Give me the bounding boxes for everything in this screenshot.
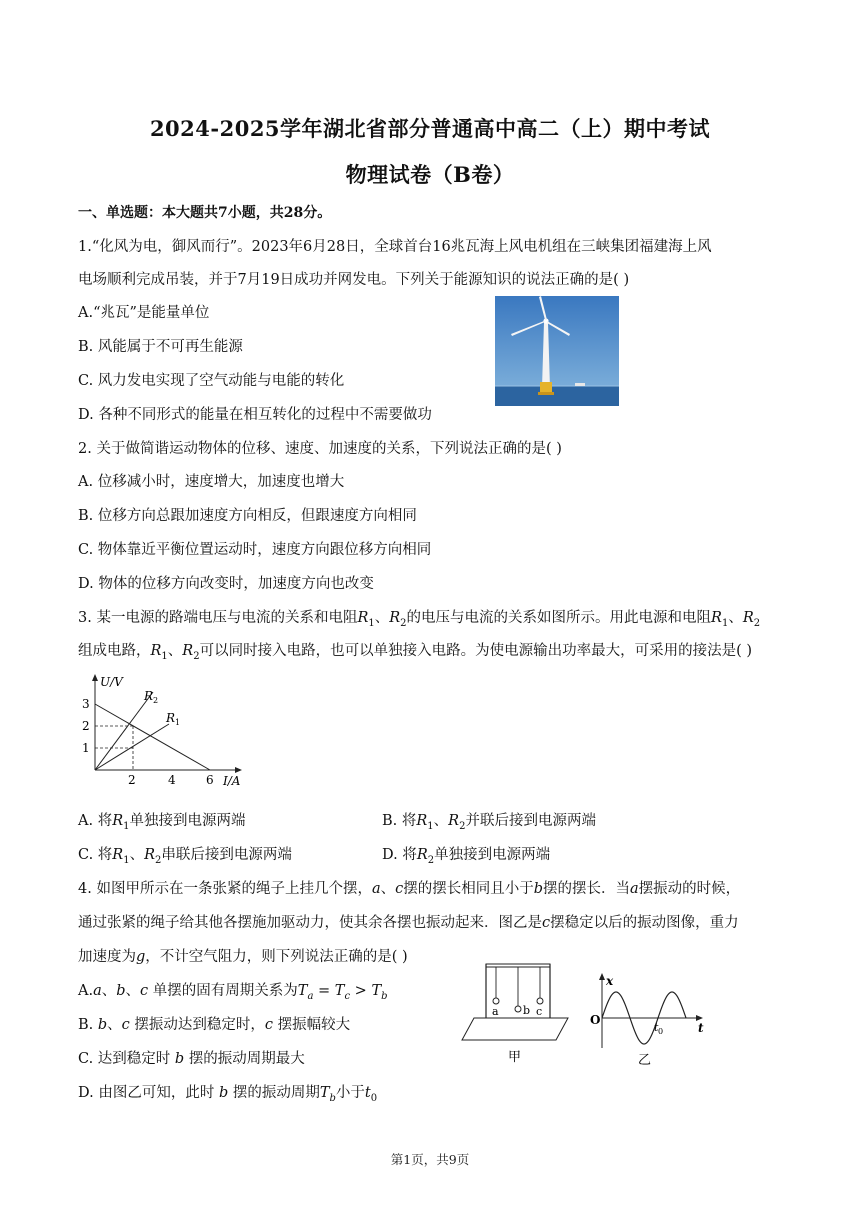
q1-stem-line1: 1.“化风为电，御风而行”。2023年6月28日，全球首台16兆瓦海上风电机组在三峡集团福建海上风 — [78, 239, 712, 255]
q1-option-d: D. 各种不同形式的能量在相互转化的过程中不需要做功 — [78, 407, 432, 423]
q3-stem-line2: 组成电路，$R_1$、$R_2$可以同时接入电路，也可以单独接入电路。为使电源输出功率最大，可采用的接法是( ) — [78, 643, 753, 662]
q3-option-a: A. 将$R_1$单独接到电源两端 — [78, 813, 246, 832]
q1-stem-line2: 电场顺利完成吊装，并于7月19日成功并网发电。下列关于能源知识的说法正确的是( ) — [78, 272, 630, 288]
y-axis-label: U/V — [100, 675, 123, 689]
q2-option-b: B. 位移方向总跟加速度方向相反，但跟速度方向相同 — [78, 508, 417, 524]
q1-option-a: A.“兆瓦”是能量单位 — [78, 305, 210, 321]
q4-option-d: D. 由图乙可知，此时 b 摆的振动周期$T_b$小于$t_0$ — [78, 1085, 378, 1104]
q2-option-c: C. 物体靠近平衡位置运动时，速度方向跟位移方向相同 — [78, 542, 432, 558]
origin-label: O — [590, 1013, 601, 1027]
q3-option-d: D. 将$R_2$单独接到电源两端 — [382, 847, 551, 866]
x-axis-label: x — [606, 974, 614, 988]
y-tick-2: 2 — [82, 719, 90, 733]
q3-option-c: C. 将$R_1$、$R_2$串联后接到电源两端 — [78, 847, 292, 866]
q4-option-c: C. 达到稳定时 b 摆的振动周期最大 — [78, 1051, 305, 1067]
figure-jia-caption: 甲 — [508, 1050, 522, 1065]
svg-text:1: 1 — [175, 718, 181, 727]
q3-stem-line1: 3. 某一电源的路端电压与电流的关系和电阻$R_1$、$R_2$的电压与电流的关系如图所示。用此电源和电阻$R_1$、$R_2$ — [78, 610, 761, 629]
pendulum-a-label: a — [492, 1005, 499, 1018]
x-tick-2: 2 — [128, 773, 136, 787]
wind-turbine-photo — [495, 296, 619, 406]
r1-line-label: R — [166, 711, 176, 725]
q4-option-a: A.a、b、c 单摆的固有周期关系为$T_a = T_c > T_b$ — [78, 983, 388, 1002]
q2-option-a: A. 位移减小时，速度增大，加速度也增大 — [78, 474, 345, 490]
q4-stem-line1: 4. 如图甲所示在一条张紧的绳子上挂几个摆，a、c摆的摆长相同且小于b摆的摆长．当a摆振动的时候， — [78, 881, 741, 897]
y-tick-1: 1 — [82, 741, 90, 755]
x-tick-4: 4 — [168, 773, 176, 787]
q4-figure-jia — [458, 958, 578, 1070]
q4-stem-line2: 通过张紧的绳子给其他各摆施加驱动力，使其余各摆也振动起来．图乙是c摆稳定以后的振动图像，重力 — [78, 915, 739, 931]
svg-text:0: 0 — [658, 1027, 664, 1036]
q4-stem-line3: 加速度为g，不计空气阻力，则下列说法正确的是( ) — [78, 949, 408, 965]
page-footer: 第1页，共9页 — [390, 1152, 470, 1167]
pendulum-b-label: b — [523, 1004, 531, 1017]
x-axis-label: I/A — [223, 774, 241, 788]
q1-option-c: C. 风力发电实现了空气动能与电能的转化 — [78, 373, 345, 389]
q4-option-b: B. b、c 摆振动达到稳定时，c 摆振幅较大 — [78, 1017, 351, 1033]
svg-text:2: 2 — [153, 696, 159, 705]
x-tick-6: 6 — [206, 773, 214, 787]
exam-title-line1: 2024-2025学年湖北省部分普通高中高二（上）期中考试 — [149, 116, 711, 141]
y-tick-3: 3 — [82, 697, 90, 711]
q3-option-b: B. 将$R_1$、$R_2$并联后接到电源两端 — [382, 813, 596, 832]
r2-line-label: R — [144, 689, 154, 703]
exam-title-line2: 物理试卷（B卷） — [345, 162, 515, 187]
q4-figure-yi — [586, 972, 706, 1070]
t-axis-label: t — [698, 1021, 704, 1035]
q2-stem: 2. 关于做简谐运动物体的位移、速度、加速度的关系，下列说法正确的是( ) — [78, 441, 562, 457]
figure-yi-caption: 乙 — [638, 1053, 652, 1068]
q1-option-b: B. 风能属于不可再生能源 — [78, 339, 243, 355]
q2-option-d: D. 物体的位移方向改变时，加速度方向也改变 — [78, 576, 374, 592]
section-heading: 一、单选题：本大题共7小题，共28分。 — [78, 205, 332, 221]
pendulum-c-label: c — [536, 1005, 543, 1018]
t0-label: t — [654, 1021, 659, 1034]
q3-ui-graph — [80, 672, 255, 790]
